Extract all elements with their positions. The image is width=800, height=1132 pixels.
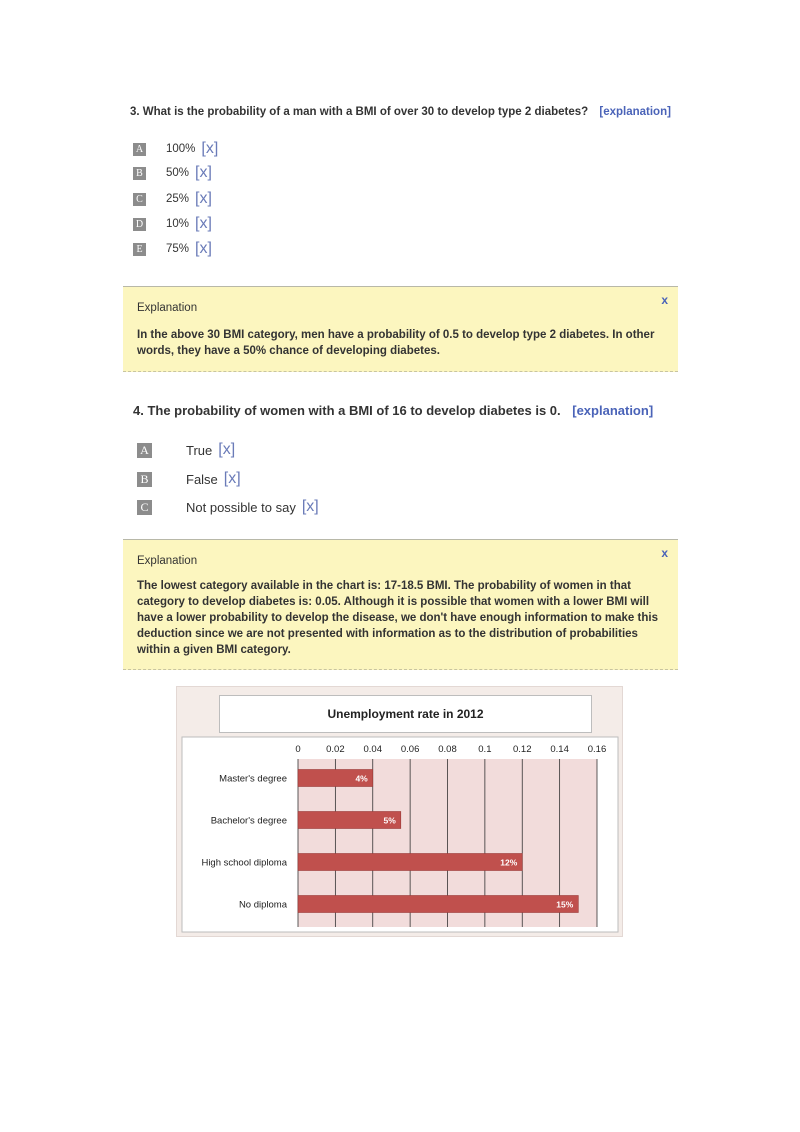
question-3-text: 3. What is the probability of a man with a BMI of over 30 to develop type 2 diabetes? <box>130 106 589 118</box>
option-letter-badge: D <box>133 218 146 231</box>
question-4-option-b[interactable] <box>137 470 241 488</box>
eliminate-option-button[interactable]: [x] <box>218 441 236 458</box>
option-text: 10% <box>166 218 190 230</box>
question-4-explanation-panel <box>123 539 678 670</box>
data-label: 12% <box>500 857 518 868</box>
unemployment-chart <box>176 686 623 937</box>
option-text: 100% <box>166 143 196 155</box>
question-3-option-d[interactable] <box>133 215 212 233</box>
bar <box>298 854 522 871</box>
x-tick-label: 0.14 <box>550 744 569 755</box>
question-3-explanation-panel <box>123 286 678 372</box>
option-letter-badge: E <box>133 243 146 256</box>
eliminate-option-button[interactable]: [x] <box>195 215 212 232</box>
eliminate-option-button[interactable]: [x] <box>195 190 212 207</box>
data-label: 15% <box>556 899 574 910</box>
close-explanation-button[interactable]: x <box>661 546 668 560</box>
eliminate-option-button[interactable]: [x] <box>223 470 241 487</box>
x-tick-label: 0.16 <box>587 744 607 755</box>
question-4-option-a[interactable] <box>137 441 235 459</box>
option-text: Not possible to say <box>186 499 296 515</box>
chart-title: Unemployment rate in 2012 <box>219 695 592 733</box>
x-tick-label: 0.1 <box>478 744 492 755</box>
option-text: False <box>186 471 218 487</box>
option-text: 50% <box>166 167 190 179</box>
question-3-option-e[interactable] <box>133 240 212 258</box>
chart-canvas <box>177 687 624 938</box>
explanation-label: Explanation <box>137 302 198 314</box>
eliminate-option-button[interactable]: [x] <box>301 498 319 515</box>
category-label: No diploma <box>238 899 287 911</box>
option-text: 25% <box>166 193 190 205</box>
x-tick-label: 0 <box>295 744 301 755</box>
eliminate-option-button[interactable]: [x] <box>201 140 219 157</box>
option-letter-badge: A <box>137 443 152 458</box>
option-letter-badge: C <box>133 193 146 206</box>
question-3-option-b[interactable] <box>133 164 212 182</box>
question-4-explanation-link[interactable]: [explanation] <box>572 403 654 418</box>
option-text: 75% <box>166 243 190 255</box>
close-explanation-button[interactable]: x <box>661 293 668 307</box>
option-letter-badge: C <box>137 500 152 515</box>
category-label: Master's degree <box>219 773 287 785</box>
option-letter-badge: B <box>137 472 152 487</box>
explanation-label: Explanation <box>137 555 198 567</box>
option-letter-badge: A <box>133 143 146 156</box>
explanation-text: The lowest category available in the chart is: 17-18.5 BMI. The probability of women in that category to develop diabetes is: 0.05. Although it is possible that women with a lower BMI will have a lower probability to develop the disease, we don't have enough information to make this deduction since we are not presented with information as to the distribution of probabilities within a given BMI category. <box>137 580 658 656</box>
question-3-title <box>130 106 690 118</box>
option-letter-badge: B <box>133 167 146 180</box>
data-label: 4% <box>355 773 368 784</box>
question-3-explanation-link[interactable]: [explanation] <box>599 106 671 118</box>
question-4-title <box>133 403 693 418</box>
explanation-text: In the above 30 BMI category, men have a probability of 0.5 to develop type 2 diabetes. In other words, they have a 50% chance of developing diabetes. <box>137 329 655 357</box>
bar <box>298 896 578 913</box>
question-4-option-c[interactable] <box>137 498 319 516</box>
x-tick-label: 0.08 <box>438 744 457 755</box>
question-4-text: 4. The probability of women with a BMI of 16 to develop diabetes is 0. <box>133 403 561 418</box>
eliminate-option-button[interactable]: [x] <box>195 240 212 257</box>
x-tick-label: 0.06 <box>400 744 420 755</box>
question-3-option-c[interactable] <box>133 190 212 208</box>
option-text: True <box>186 442 213 458</box>
x-tick-label: 0.04 <box>363 744 382 755</box>
eliminate-option-button[interactable]: [x] <box>195 164 212 181</box>
category-label: Bachelor's degree <box>210 815 287 827</box>
question-3-option-a[interactable] <box>133 140 218 158</box>
category-label: High school diploma <box>201 857 287 869</box>
x-tick-label: 0.12 <box>513 744 532 755</box>
data-label: 5% <box>383 815 396 826</box>
x-tick-label: 0.02 <box>326 744 345 755</box>
